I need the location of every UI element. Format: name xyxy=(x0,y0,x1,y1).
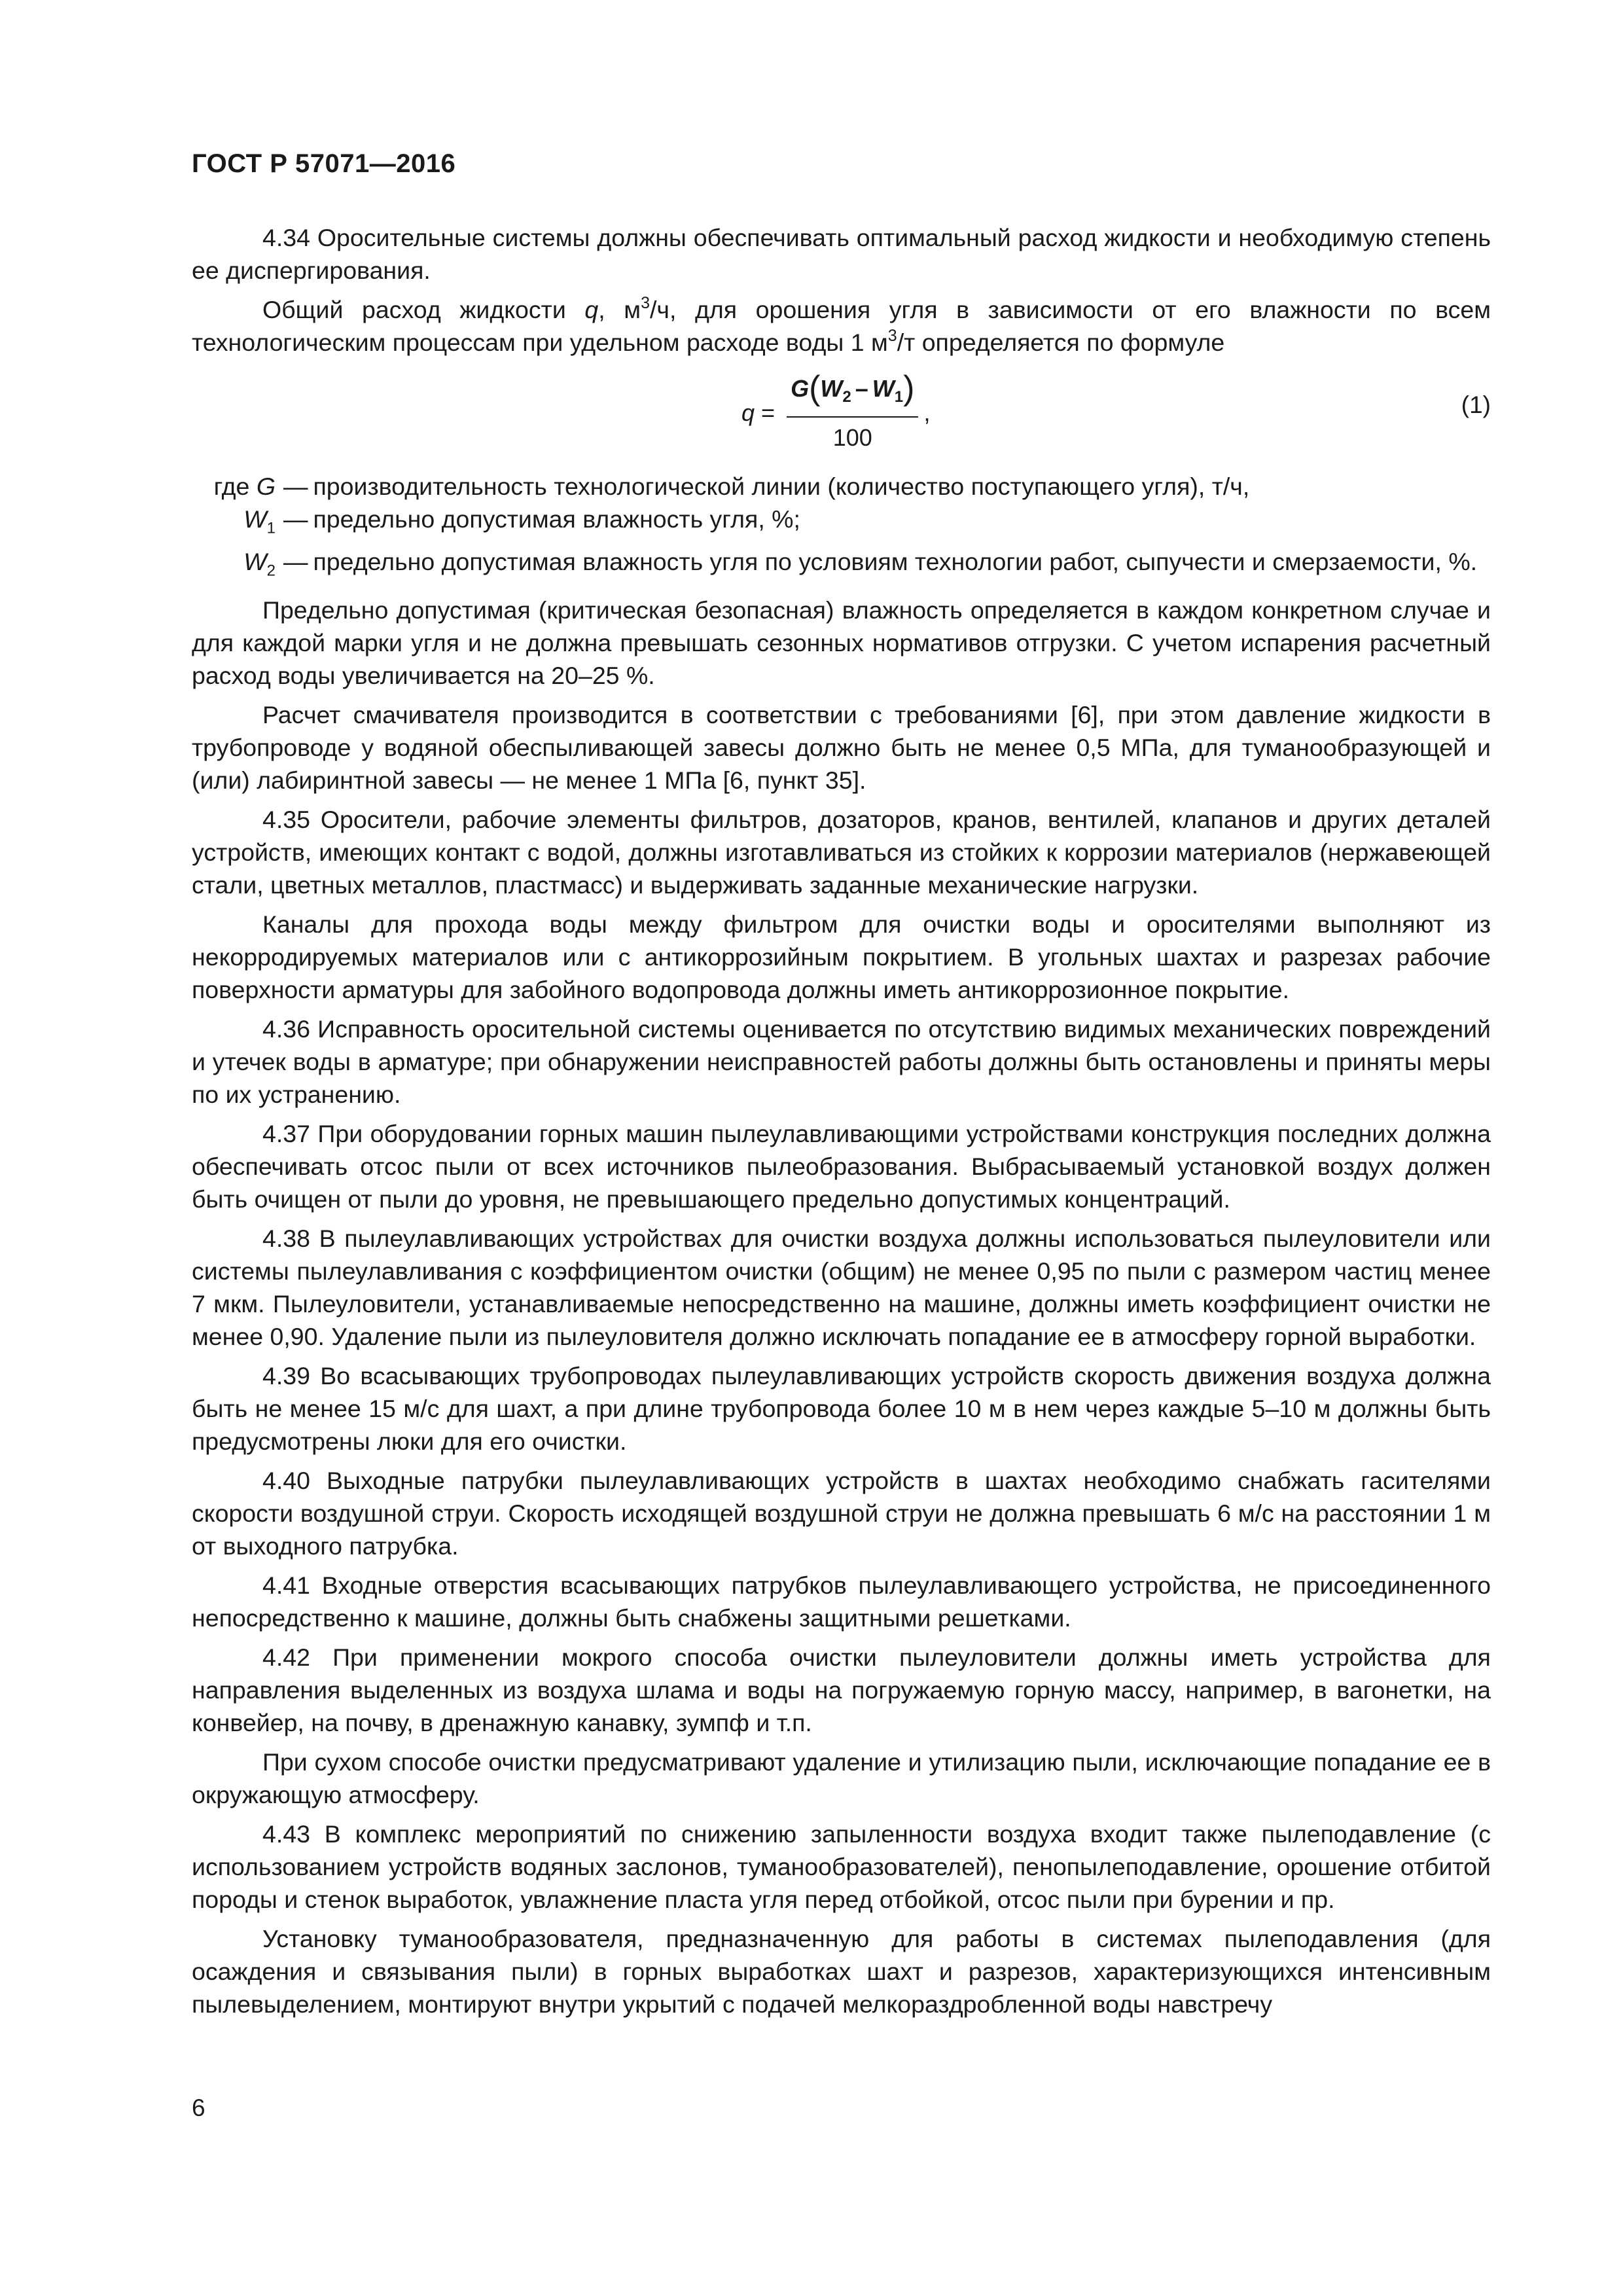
paragraph-4-43: 4.43 В комплекс мероприятий по снижению запыленности воздуха входит также пылеподавление (с использованием устройств водяных заслонов, туманообразователей), пенопылеподавление, орошение отбитой породы и стенок выработок, увлажнение пласта угля перед отбойкой, отсос пыли при бурении и пр. xyxy=(192,1820,1491,1913)
definition: предельно допустимая влажность угля, %; xyxy=(313,505,800,533)
definition: предельно допустимая влажность угля по условиям технологии работ, сыпучести и смерзаемости, %. xyxy=(313,547,1478,575)
definition-symbol xyxy=(192,470,283,503)
variable-g: G xyxy=(791,375,810,402)
definition-text xyxy=(283,503,1491,545)
text-run: , м xyxy=(598,296,641,323)
paragraph: Предельно допустимая (критическая безопасная) влажность определяется в каждом конкретном случае и для каждой марки угля и не должна превышать сезонных нормативов отгрузки. С учетом испарения расчетный расход воды увеличивается на 20–25 %. xyxy=(192,596,1491,689)
minus-sign: – xyxy=(855,375,868,402)
paragraph-4-34: 4.34 Оросительные системы должны обеспечивать оптимальный расход жидкости и необходимую степень ее диспергирования. xyxy=(192,224,1491,284)
text-run: /ч, для орошения угля в зависимости от его влажности по всем технологическим процессам при удельном расходе воды 1 м xyxy=(192,296,1491,356)
formula-block xyxy=(192,365,1491,463)
paragraph-4-35: 4.35 Оросители, рабочие элементы фильтров, дозаторов, кранов, вентилей, клапанов и других деталей устройств, имеющих контакт с водой, должны изготавливаться из стойких к коррозии материалов (нержавеющей стали, цветных металлов, пластмасс) и выдерживать заданные механические нагрузки. xyxy=(192,806,1491,899)
text-run: Общий расход жидкости xyxy=(262,296,585,323)
formula-intro-paragraph xyxy=(192,293,1491,359)
paragraph: Расчет смачивателя производится в соответствии с требованиями [6], при этом давление жидкости в трубопроводе у водяной обеспыливающей завесы должно быть не менее 0,5 МПа, для туманообразующей и (или) лабиринтной завесы — не менее 1 МПа [6, пункт 35]. xyxy=(192,701,1491,794)
paragraph: Каналы для прохода воды между фильтром для очистки воды и оросителями выполняют из некорродируемых материалов или с антикоррозийным покрытием. В угольных шахтах и разрезах рабочие поверхности арматуры для забойного водопровода должны иметь антикоррозионное покрытие. xyxy=(192,910,1491,1003)
formula-lhs: q xyxy=(741,399,755,427)
paragraph-4-41: 4.41 Входные отверстия всасывающих патрубков пылеулавливающего устройства, не присоединенного непосредственно к машине, должны быть снабжены защитными решетками. xyxy=(192,1571,1491,1632)
dash: — xyxy=(283,473,308,500)
definition-text xyxy=(283,470,1491,503)
symbol: G xyxy=(256,473,276,500)
definition-row-w1 xyxy=(192,503,1491,545)
definition-symbol xyxy=(192,503,283,545)
definition: производительность технологической линии (количество поступающего угля), т/ч, xyxy=(313,473,1250,500)
text-run: /т определяется по формуле xyxy=(897,329,1225,356)
definition-symbol xyxy=(192,545,283,588)
subscript: 2 xyxy=(842,388,851,406)
variable-w2: W xyxy=(820,375,843,402)
subscript: 2 xyxy=(266,562,276,579)
dash: — xyxy=(283,547,308,575)
formula-fraction xyxy=(787,369,918,454)
formula-denominator: 100 xyxy=(832,424,872,452)
paragraph-4-36: 4.36 Исправность оросительной системы оценивается по отсутствию видимых механических повреждений и утечек воды в арматуре; при обнаружении неисправностей работы должны быть остановлены и приняты меры по их устранению. xyxy=(192,1015,1491,1108)
subscript: 1 xyxy=(266,519,276,537)
definition-row-w2 xyxy=(192,545,1491,588)
document-code-header: ГОСТ Р 57071—2016 xyxy=(192,149,456,178)
variable-q: q xyxy=(584,296,599,323)
variable-definitions xyxy=(192,470,1491,587)
definition-text xyxy=(283,545,1491,588)
subscript: 1 xyxy=(894,388,904,406)
paragraph-4-42: 4.42 При применении мокрого способа очистки пылеуловители должны иметь устройства для направления выделенных из воздуха шлама и воды на погружаемую горную массу, например, в вагонетки, на конвейер, на почву, в дренажную канавку, зумпф и т.п. xyxy=(192,1643,1491,1736)
formula-equals: = xyxy=(761,399,776,427)
page-number: 6 xyxy=(192,2094,205,2121)
variable-w1: W xyxy=(872,375,895,402)
formula xyxy=(741,369,931,454)
paragraph-4-39: 4.39 Во всасывающих трубопроводах пылеулавливающих устройств скорость движения воздуха должна быть не менее 15 м/с для шахт, а при длине трубопровода более 10 м в нем через каждые 5–10 м должны быть предусмотрены люки для его очистки. xyxy=(192,1362,1491,1455)
equation-number: (1) xyxy=(1461,391,1491,418)
paragraph-4-37: 4.37 При оборудовании горных машин пылеулавливающими устройствами конструкция последних должна обеспечивать отсос пыли от всех источников пылеобразования. Выбрасываемый установкой воздух должен быть очищен от пыли до уровня, не превышающего предельно допустимых концентраций. xyxy=(192,1120,1491,1213)
formula-comma: , xyxy=(923,399,931,427)
definition-row-g xyxy=(192,470,1491,503)
dash: — xyxy=(283,505,308,533)
where-prefix: где xyxy=(213,473,257,500)
document-body xyxy=(192,221,1491,2027)
paragraph: При сухом способе очистки предусматривают удаление и утилизацию пыли, исключающие попадание ее в окружающую атмосферу. xyxy=(192,1748,1491,1808)
open-paren: ( xyxy=(809,369,821,407)
paragraph-4-38: 4.38 В пылеулавливающих устройствах для очистки воздуха должны использоваться пылеуловители или системы пылеулавливания с коэффициентом очистки (общим) не менее 0,95 по пыли с размером частиц менее 7 мкм. Пылеуловители, устанавливаемые непосредственно на машине, должны иметь коэффициент очистки не менее 0,90. Удаление пыли из пылеуловителя должно исключать попадание ее в атмосферу горной выработки. xyxy=(192,1225,1491,1350)
symbol: W xyxy=(243,547,267,575)
superscript: 3 xyxy=(887,327,897,345)
formula-numerator xyxy=(787,369,918,418)
symbol: W xyxy=(243,505,267,533)
paragraph-4-40: 4.40 Выходные патрубки пылеулавливающих устройств в шахтах необходимо снабжать гасителями скорости воздушной струи. Скорость исходящей воздушной струи не должна превышать 6 м/с на расстоянии 1 м от выходного патрубка. xyxy=(192,1467,1491,1560)
close-paren: ) xyxy=(903,369,915,407)
paragraph: Установку туманообразователя, предназначенную для работы в системах пылеподавления (для осаждения и связывания пыли) в горных выработках шахт и разрезов, характеризующихся интенсивным пылевыделением, монтируют внутри укрытий с подачей мелкораздробленной воды навстречу xyxy=(192,1925,1491,2018)
superscript: 3 xyxy=(641,294,650,312)
